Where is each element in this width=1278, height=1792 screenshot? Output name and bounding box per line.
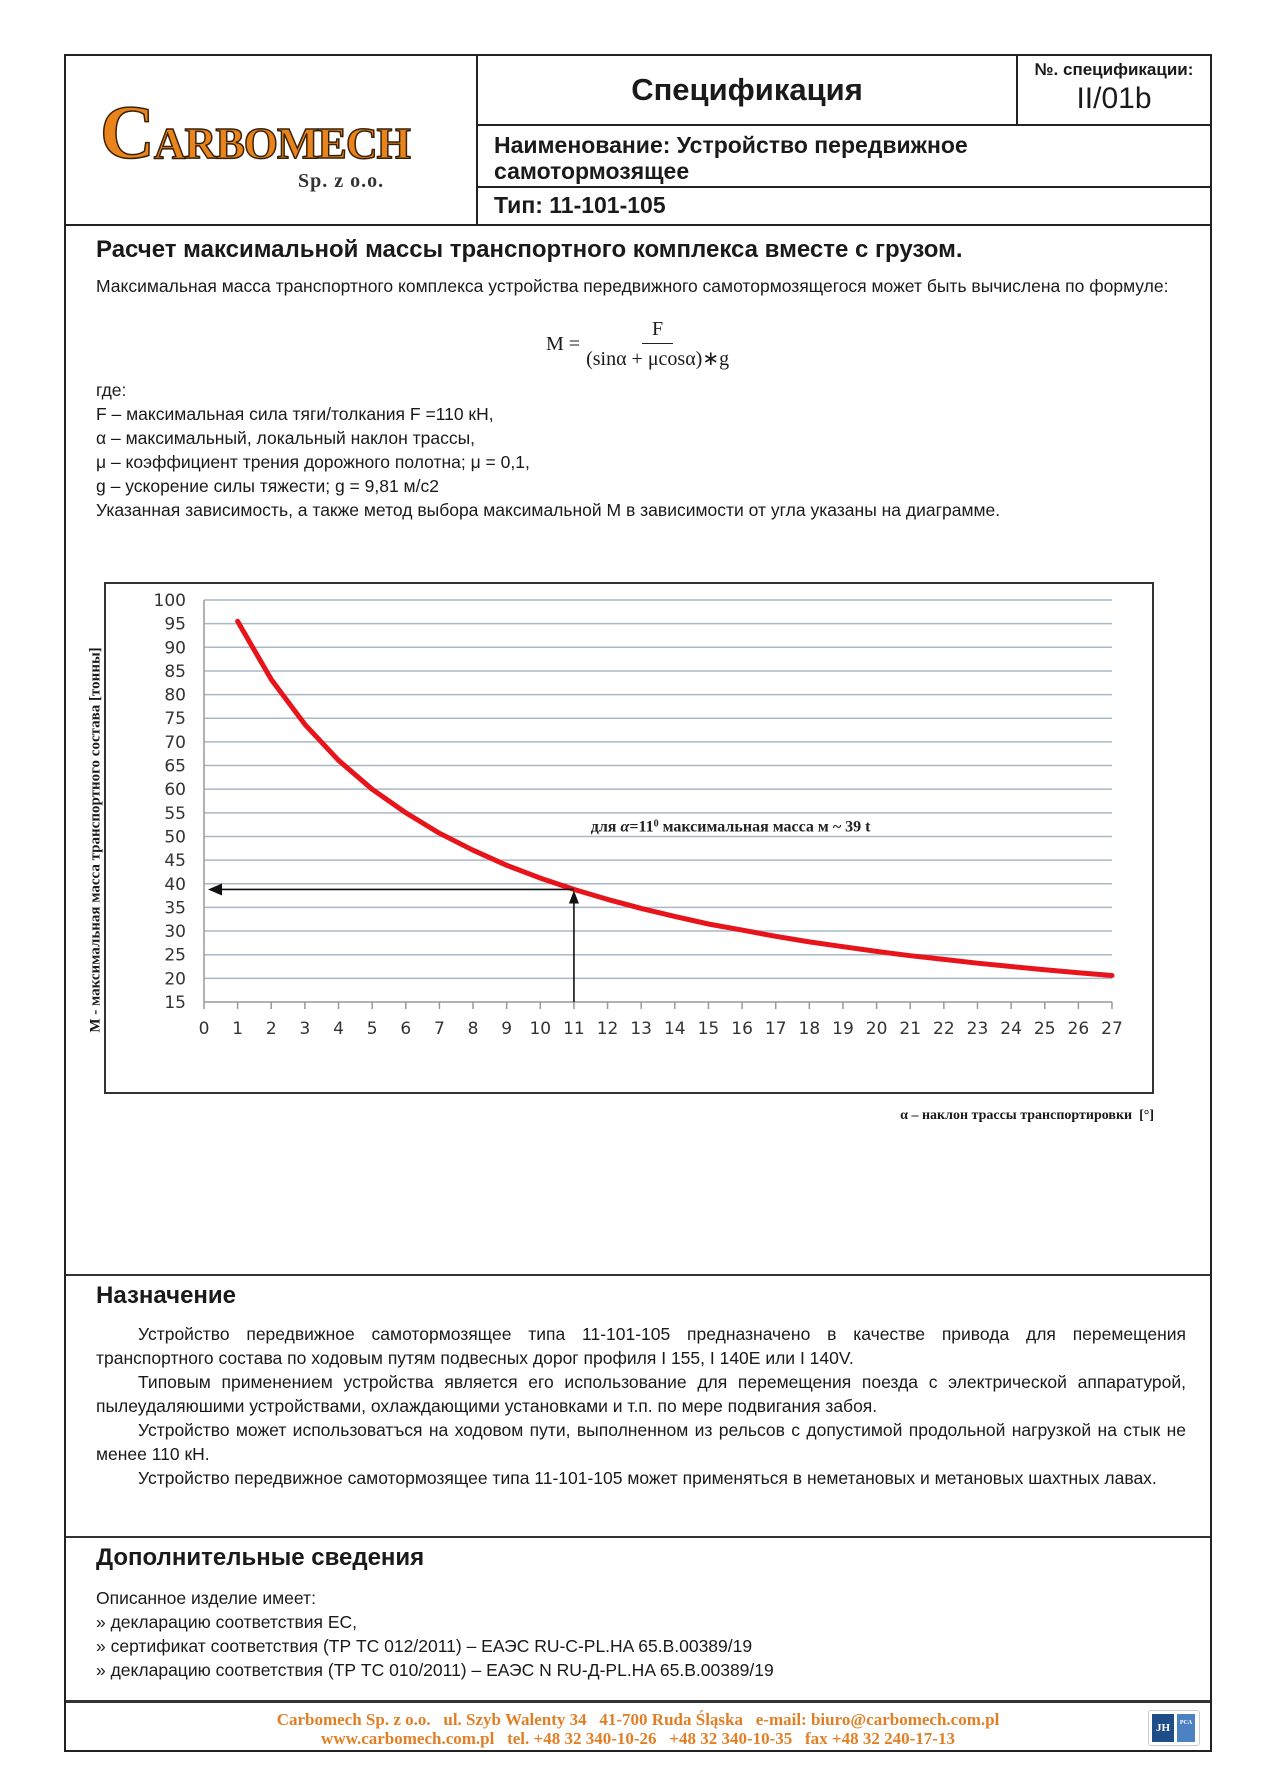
x-tick-label: 25 xyxy=(1033,1019,1056,1039)
x-tick-label: 23 xyxy=(966,1019,989,1039)
extra-text xyxy=(96,1586,1186,1682)
def-mu: μ – коэффициент трения дорожного полотна; μ = 0,1, xyxy=(96,452,530,472)
formula-lhs: M = xyxy=(546,333,581,355)
x-tick-label: 16 xyxy=(731,1019,753,1039)
y-tick-label: 35 xyxy=(164,898,186,919)
formula-definitions xyxy=(96,378,1186,522)
extra-line: Описанное изделие имеет: xyxy=(96,1588,316,1608)
x-tick-label: 15 xyxy=(697,1019,720,1039)
x-tick-label: 14 xyxy=(663,1019,686,1039)
logo-cell xyxy=(66,56,478,224)
y-tick-label: 30 xyxy=(164,922,186,943)
y-tick-label: 75 xyxy=(164,709,186,730)
def-force: F – максимальная сила тяги/толкания F =110 кН, xyxy=(96,404,494,424)
y-tick-label: 90 xyxy=(164,638,186,659)
x-tick-label: 0 xyxy=(198,1019,210,1039)
purpose-text xyxy=(96,1322,1186,1490)
x-tick-label: 24 xyxy=(1000,1019,1022,1039)
x-tick-label: 27 xyxy=(1101,1019,1123,1039)
x-tick-label: 22 xyxy=(933,1019,955,1039)
product-name-line2: самотормозящее xyxy=(494,158,690,184)
x-tick-label: 17 xyxy=(764,1019,787,1039)
product-name xyxy=(478,126,1210,188)
footer-divider xyxy=(66,1700,1210,1703)
certification-badge-icon xyxy=(1148,1710,1200,1746)
y-tick-label: 25 xyxy=(164,945,186,966)
product-type: Тип: 11-101-105 xyxy=(494,192,666,218)
extra-line: » сертификат соответствия (ТР ТС 012/2011) – ЕАЭС RU-C-PL.HA 65.B.00389/19 xyxy=(96,1636,753,1656)
section-divider xyxy=(66,1536,1210,1538)
mass-formula xyxy=(546,318,729,371)
x-axis-label: α – наклон трассы транспортировки [°] xyxy=(900,1108,1154,1123)
purpose-paragraph: Типовым применением устройства является его использование для перемещения поезда с электрической аппаратурой, пылеудаляюшими устройствами, охлаждающими установками и т.п. по мере подвигания забоя. xyxy=(96,1372,1186,1416)
formula-fraction xyxy=(586,318,729,371)
formula-numerator: F xyxy=(642,318,673,344)
spec-number-label: №. спецификации: xyxy=(1034,60,1194,79)
logo-sub: Sp. z o.o. xyxy=(298,170,385,192)
y-tick-label: 15 xyxy=(164,993,186,1013)
y-tick-label: 85 xyxy=(164,661,186,682)
spec-number-value: II/01b xyxy=(1076,82,1152,115)
x-tick-label: 6 xyxy=(400,1019,412,1039)
logo-initial: C xyxy=(100,91,154,175)
y-tick-label: 40 xyxy=(164,874,186,895)
y-tick-label: 80 xyxy=(164,685,186,706)
extra-line: » декларацию соответствия (ТР ТС 010/2011) – ЕАЭС N RU-Д-PL.HA 65.B.00389/19 xyxy=(96,1660,774,1680)
where-label: где: xyxy=(96,380,127,400)
calc-intro: Максимальная масса транспортного комплекса устройства передвижного самотормозящегося может быть вычислена по формуле: xyxy=(96,276,1169,296)
calc-title: Расчет максимальной массы транспортного комплекса вместе с грузом. xyxy=(96,236,963,263)
mass-curve xyxy=(238,621,1112,975)
x-tick-label: 26 xyxy=(1067,1019,1090,1039)
x-tick-label: 11 xyxy=(563,1019,585,1039)
x-tick-label: 5 xyxy=(366,1019,378,1039)
x-tick-label: 19 xyxy=(832,1019,854,1039)
doc-title: Спецификация xyxy=(478,56,1018,126)
y-tick-label: 20 xyxy=(164,969,186,990)
x-tick-label: 10 xyxy=(529,1019,552,1039)
x-tick-label: 2 xyxy=(265,1019,277,1039)
chart-frame xyxy=(104,582,1154,1094)
y-tick-label: 100 xyxy=(153,591,186,611)
x-tick-label: 9 xyxy=(501,1019,513,1039)
purpose-paragraph: Устройство передвижное самотормозящее типа 11-101-105 предназначено в качестве привода для перемещения транспортного состава по ходовым путям подвесных дорог профиля I 155, I 140E или I 140V. xyxy=(96,1324,1186,1368)
cert-mark-b: PCA xyxy=(1177,1714,1195,1742)
x-tick-label: 20 xyxy=(865,1019,888,1039)
extra-title: Дополнительные сведения xyxy=(96,1544,425,1571)
x-tick-label: 13 xyxy=(630,1019,653,1039)
formula-denominator: (sinα + μcosα)∗g xyxy=(586,348,730,370)
section-divider xyxy=(66,1274,1210,1276)
x-tick-label: 12 xyxy=(596,1019,619,1039)
chart-annotation: для $\alpha=11^0$ максимальная масса м ~ 39 t xyxy=(590,818,871,836)
footer-address: Carbomech Sp. z o.o. ul. Szyb Walenty 34 41-700 Ruda Śląska e-mail: biuro@carbomech.com.pl xyxy=(276,1710,1000,1729)
y-tick-label: 65 xyxy=(164,756,186,777)
y-tick-label: 70 xyxy=(164,732,186,753)
product-name-line1: Наименование: Устройство передвижное xyxy=(494,132,968,158)
x-tick-label: 3 xyxy=(299,1019,311,1039)
arrow-left-icon xyxy=(208,883,222,895)
x-tick-label: 18 xyxy=(798,1019,821,1039)
logo-text: ARBOMECH xyxy=(153,119,410,168)
x-tick-label: 7 xyxy=(433,1019,445,1039)
purpose-title: Назначение xyxy=(96,1282,237,1309)
mass-chart xyxy=(87,582,1174,1142)
spec-number-cell xyxy=(1018,56,1210,126)
y-tick-label: 60 xyxy=(164,780,186,801)
header xyxy=(66,56,1210,226)
y-tick-label: 95 xyxy=(164,614,186,635)
def-alpha: α – максимальный, локальный наклон трассы, xyxy=(96,428,476,448)
company-logo xyxy=(100,90,410,177)
y-tick-label: 55 xyxy=(164,803,186,824)
chart-plot xyxy=(106,584,1152,1092)
diagram-note: Указанная зависимость, а также метод выбора максимальной М в зависимости от угла указаны на диаграмме. xyxy=(96,500,1001,520)
y-axis-label: М - максимальная масса транспортного состава [тонны] xyxy=(87,647,104,1033)
footer xyxy=(66,1706,1210,1750)
x-tick-label: 8 xyxy=(467,1019,479,1039)
footer-contacts: www.carbomech.com.pl tel. +48 32 340-10-26 +48 32 340-10-35 fax +48 32 240-17-13 xyxy=(321,1729,955,1748)
extra-line: » декларацию соответствия ЕС, xyxy=(96,1612,358,1632)
y-tick-label: 50 xyxy=(164,827,186,848)
x-tick-label: 21 xyxy=(899,1019,922,1039)
def-g: g – ускорение силы тяжести; g = 9,81 м/с2 xyxy=(96,476,439,496)
cert-mark-a: JH xyxy=(1152,1714,1174,1742)
x-tick-label: 4 xyxy=(333,1019,344,1039)
purpose-paragraph: Устройство передвижное самотормозящее типа 11-101-105 может применяться в неметановых и метановых шахтных лавах. xyxy=(138,1468,1157,1488)
purpose-paragraph: Устройство может использоватъся на ходовом пути, выполненном из рельсов с допустимой продольной нагрузкой на стык не менее 110 кН. xyxy=(96,1420,1186,1464)
y-tick-label: 45 xyxy=(164,851,186,872)
spec-sheet xyxy=(64,54,1212,1752)
x-tick-label: 1 xyxy=(232,1019,244,1039)
